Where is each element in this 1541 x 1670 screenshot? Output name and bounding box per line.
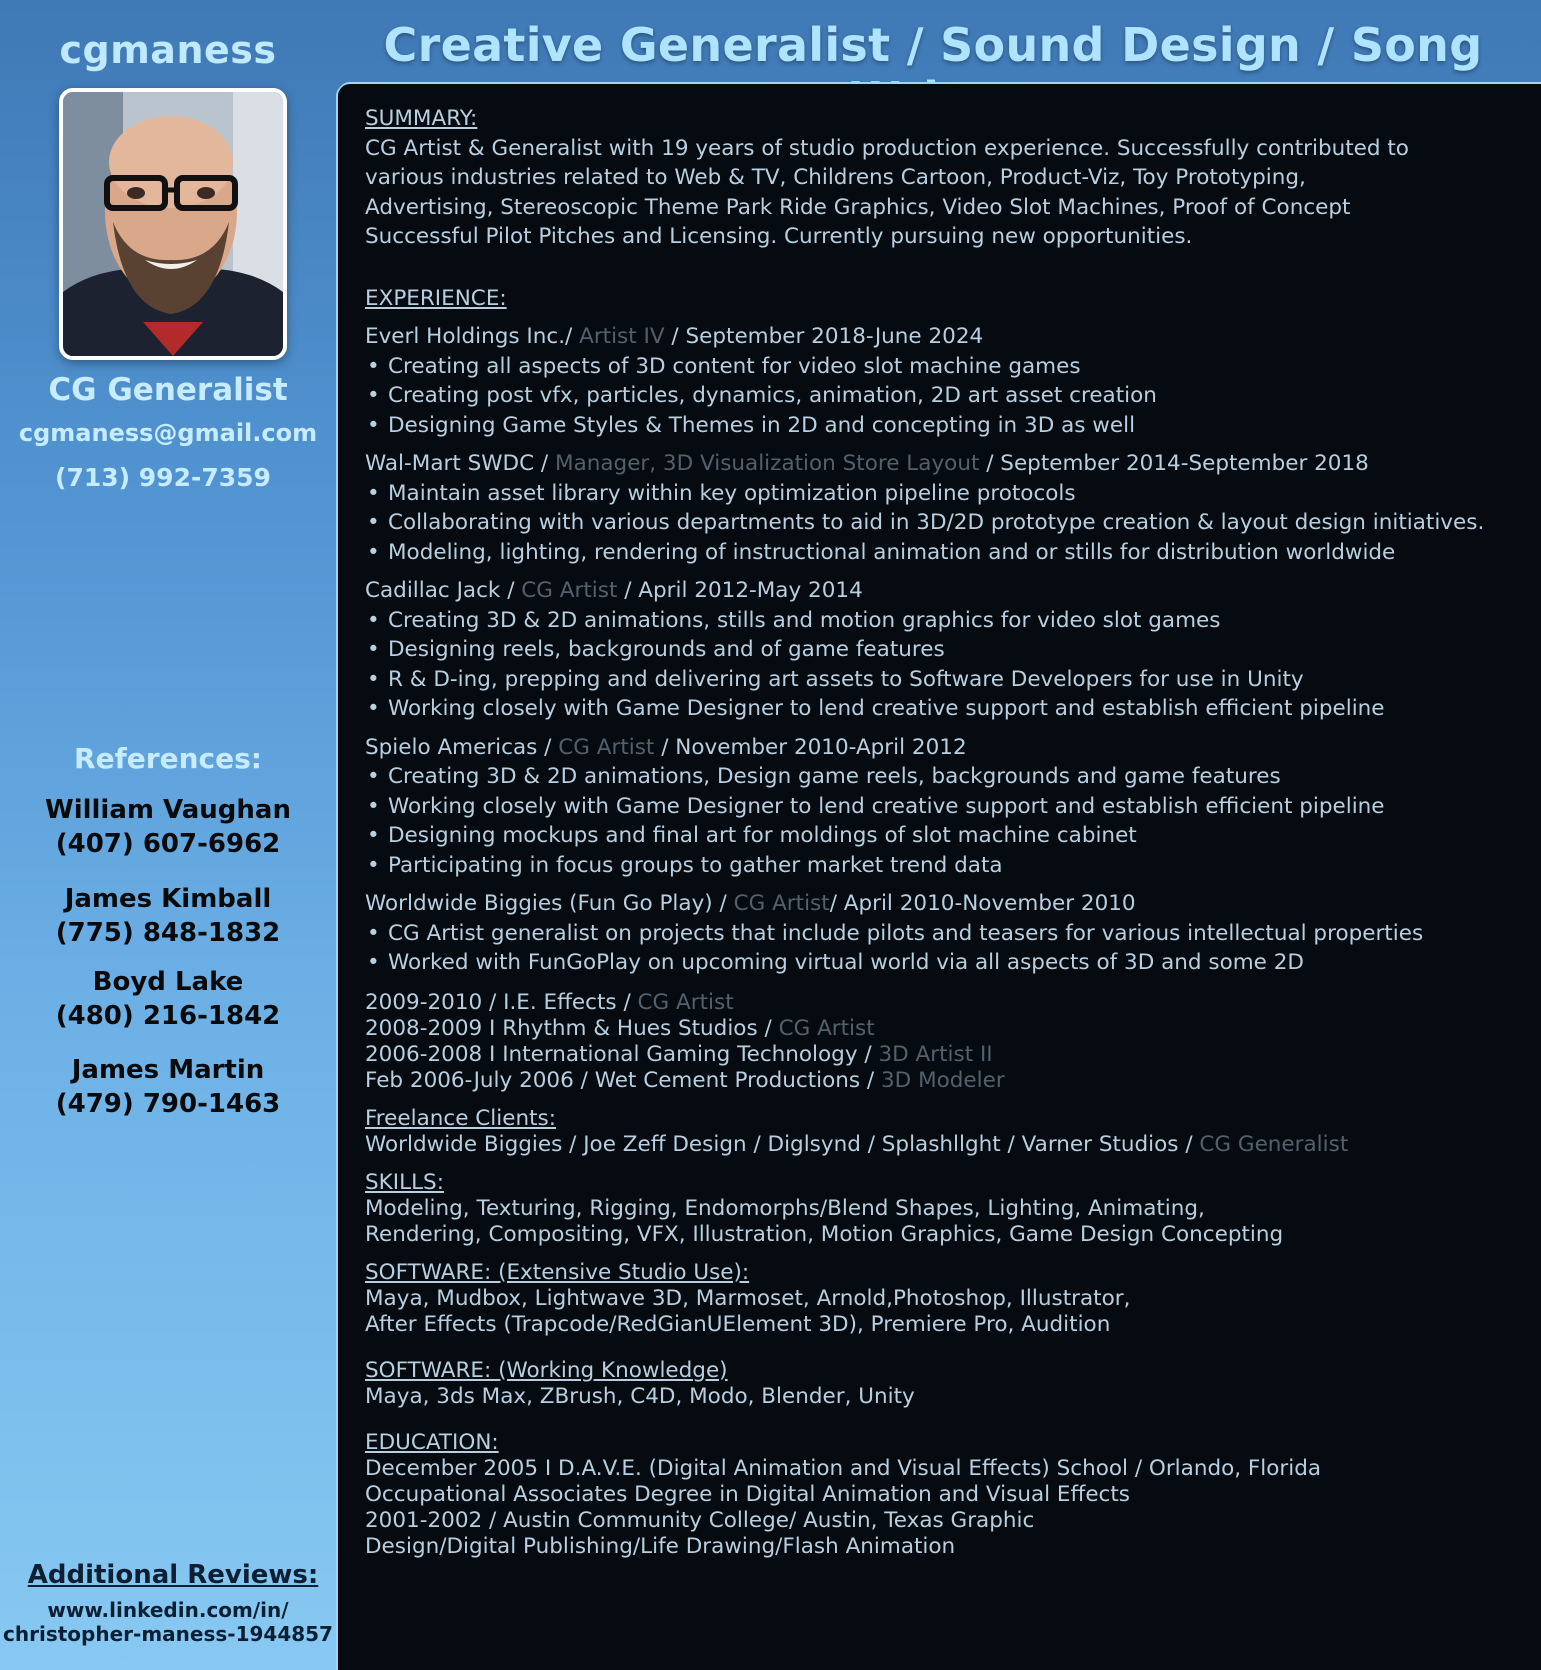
job-dates: / April 2012-May 2014 [617,578,863,603]
reference-phone: (775) 848-1832 [55,918,281,948]
job-dates: / September 2014-September 2018 [979,451,1369,476]
page-title: Creative Generalist / Sound Design / Song [383,18,1483,72]
job-role: Artist IV [579,324,665,349]
job-bullets [365,606,1535,724]
education-line: December 2005 I D.A.V.E. (Digital Animation and Visual Effects) School / Orlando, Florida [365,1455,1322,1481]
list-item: • Creating all aspects of 3D content for video slot machine games [365,352,1535,382]
linkedin-url-line: www.linkedin.com/in/ [47,1598,289,1622]
list-item: • Maintain asset library within key optimization pipeline protocols [365,479,1535,509]
reference-phone: (407) 607-6962 [55,829,281,859]
software-line: Maya, Mudbox, Lightwave 3D, Marmoset, Arnold,Photoshop, Illustrator, [365,1285,1131,1311]
earlier-job-text: Feb 2006-July 2006 / Wet Cement Productions / [365,1067,881,1093]
job-role: CG Artist [521,578,618,603]
software-line: After Effects (Trapcode/RedGianUElement 3D), Premiere Pro, Audition [365,1311,1111,1337]
skills-line: Rendering, Compositing, VFX, Illustration, Motion Graphics, Game Design Concepting [365,1221,1284,1247]
freelance-title: Freelance Clients: [365,1105,556,1131]
handle-name: cgmaness [59,28,277,72]
list-item: • Collaborating with various departments to aid in 3D/2D prototype creation & layout design initiatives. [365,508,1535,538]
summary-line: various industries related to Web & TV, Childrens Cartoon, Product-Viz, Toy Prototyping, [365,165,1306,190]
list-item: • Working closely with Game Designer to lend creative support and establish efficient pipeline [365,694,1535,724]
list-item: • Working closely with Game Designer to lend creative support and establish efficient pipeline [365,792,1535,822]
resume-content [365,104,1535,1560]
list-item: • R & D-ing, prepping and delivering art assets to Software Developers for use in Unity [365,665,1535,695]
linkedin-url-link[interactable] [0,1598,336,1646]
profile-photo [59,88,287,360]
list-item: • Worked with FunGoPlay on upcoming virtual world via all aspects of 3D and some 2D [365,948,1535,978]
earlier-job [365,990,1535,1016]
skills-title: SKILLS: [365,1169,444,1195]
job-heading [365,449,1535,479]
software-working-title: SOFTWARE: (Working Knowledge) [365,1357,728,1383]
job-heading [365,889,1535,919]
list-item: • Designing Game Styles & Themes in 2D and concepting in 3D as well [365,411,1535,441]
list-item: • Designing reels, backgrounds and of game features [365,635,1535,665]
summary-line: CG Artist & Generalist with 19 years of studio production experience. Successfully contributed to [365,135,1409,161]
software-extensive-title: SOFTWARE: (Extensive Studio Use): [365,1259,750,1285]
earlier-job [365,1042,1535,1068]
reference-name: James Martin [71,1055,265,1085]
job-heading [365,733,1535,763]
job-dates: / September 2018-June 2024 [664,324,984,349]
list-item: • CG Artist generalist on projects that include pilots and teasers for various intellectual properties [365,919,1535,949]
earlier-experience [365,990,1535,1094]
reference-name: William Vaughan [45,795,291,825]
job-dates: / November 2010-April 2012 [654,734,967,760]
linkedin-url-line: christopher-maness-1944857 [3,1622,333,1646]
reference-name: James Kimball [64,884,272,914]
skills-line: Modeling, Texturing, Rigging, Endomorphs/Blend Shapes, Lighting, Animating, [365,1195,1205,1221]
freelance-text: Worldwide Biggies / Joe Zeff Design / Diglsynd / Splashllght / Varner Studios / [365,1131,1200,1157]
list-item: • Designing mockups and final art for moldings of slot machine cabinet [365,821,1535,851]
summary-line: Successful Pilot Pitches and Licensing. Currently pursuing new opportunities. [365,224,1193,249]
education-line: 2001-2002 / Austin Community College/ Austin, Texas Graphic [365,1507,1035,1533]
job-bullets [365,479,1535,568]
reference-phone: (480) 216-1842 [55,1001,281,1031]
education-line: Design/Digital Publishing/Life Drawing/Flash Animation [365,1533,956,1559]
job-dates: / April 2010-November 2010 [829,891,1136,916]
job-company: Wal-Mart SWDC / [365,451,556,476]
experience-title: EXPERIENCE: [365,285,507,311]
job-company: Spielo Americas / [365,734,559,760]
job-company: Worldwide Biggies (Fun Go Play) / [365,891,734,916]
earlier-job-role: CG Artist [778,1015,875,1041]
reference-item [0,1053,336,1121]
job-bullets [365,762,1535,880]
freelance-clients [365,1132,1535,1158]
summary-line: Advertising, Stereoscopic Theme Park Ride Graphics, Video Slot Machines, Proof of Concept [365,194,1351,220]
summary-text [365,134,1535,252]
job-heading [365,576,1535,606]
reference-item [0,793,336,861]
freelance-role: CG Generalist [1199,1131,1349,1157]
job-role: Manager, 3D Visualization Store Layout [555,451,980,476]
job-role: CG Artist [733,891,830,916]
software-line: Maya, 3ds Max, ZBrush, C4D, Modo, Blender, Unity [365,1383,915,1409]
email-link[interactable]: cgmaness@gmail.com [18,419,318,447]
job-bullets [365,919,1535,978]
earlier-job-role: CG Artist [637,989,734,1015]
references-title: References: [74,742,262,775]
earlier-job-role: 3D Artist II [878,1041,993,1067]
additional-reviews-title: Additional Reviews: [27,1560,319,1590]
job-heading [365,322,1535,352]
earlier-job-text: 2008-2009 I Rhythm & Hues Studios / [365,1015,779,1041]
earlier-job [365,1068,1535,1094]
reference-item [0,882,336,950]
job-bullets [365,352,1535,441]
reference-name: Boyd Lake [92,967,244,997]
reference-item [0,965,336,1033]
list-item: • Participating in focus groups to gather market trend data [365,851,1535,881]
education-line: Occupational Associates Degree in Digital Animation and Visual Effects [365,1481,1131,1507]
earlier-job-role: 3D Modeler [881,1067,1005,1093]
list-item: • Modeling, lighting, rendering of instructional animation and or stills for distribution worldwide [365,538,1535,568]
list-item: • Creating 3D & 2D animations, Design game reels, backgrounds and game features [365,762,1535,792]
job-company: Everl Holdings Inc./ [365,324,580,349]
role-title: CG Generalist [48,372,288,408]
summary-title: SUMMARY: [365,106,478,131]
list-item: • Creating post vfx, particles, dynamics, animation, 2D art asset creation [365,381,1535,411]
reference-phone: (479) 790-1463 [55,1089,281,1119]
education-title: EDUCATION: [365,1429,499,1455]
earlier-job-text: 2009-2010 / I.E. Effects / [365,989,638,1015]
list-item: • Creating 3D & 2D animations, stills and motion graphics for video slot games [365,606,1535,636]
job-company: Cadillac Jack / [365,578,522,603]
phone-number: (713) 992-7359 [55,463,271,492]
job-role: CG Artist [558,734,655,760]
earlier-job [365,1016,1535,1042]
sidebar [0,0,336,1670]
earlier-job-text: 2006-2008 I International Gaming Technology / [365,1041,879,1067]
